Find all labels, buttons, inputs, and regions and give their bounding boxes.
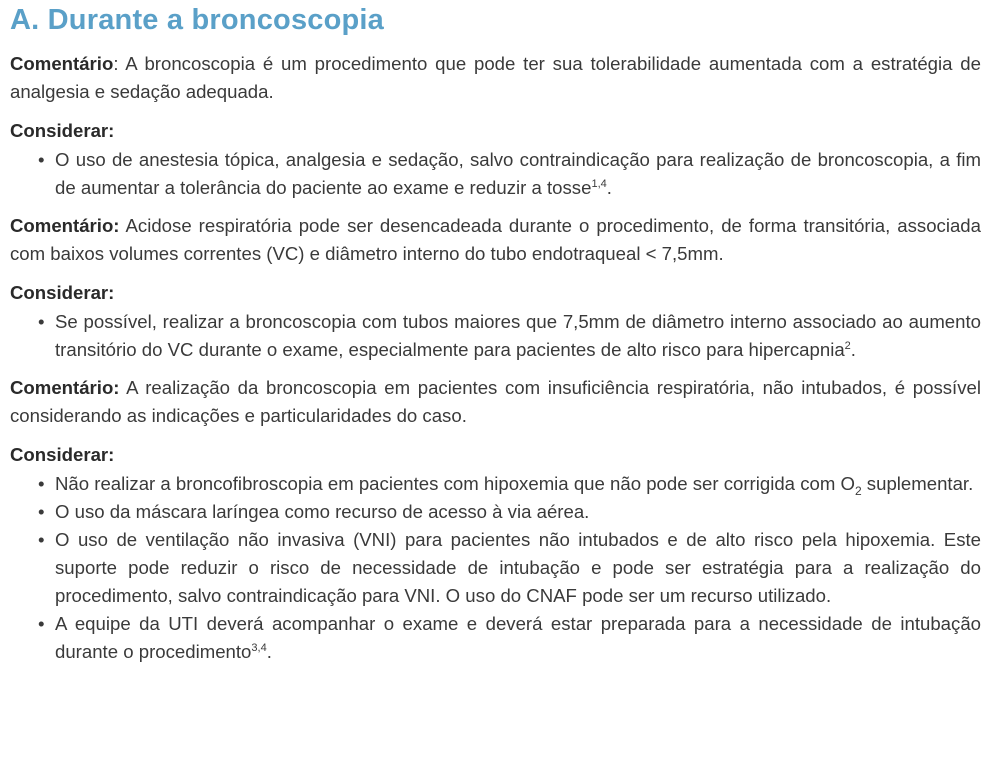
list-item: [10, 146, 981, 202]
comment-text: Acidose respiratória pode ser desencadeada durante o procedimento, de forma transitória, associada com baixos volumes correntes (VC) e diâmetro interno do tubo endotraqueal < 7,5mm.: [10, 215, 981, 264]
list-item: [10, 470, 981, 498]
comment-paragraph-1: [10, 50, 981, 106]
reference-superscript: 2: [844, 340, 851, 352]
list-item: [10, 610, 981, 666]
consider-heading-3: Considerar:: [10, 444, 115, 465]
bullet-text-end: suplementar.: [861, 473, 974, 494]
comment-label: Comentário: [10, 53, 114, 74]
bullet-text: Se possível, realizar a broncoscopia com tubos maiores que 7,5mm de diâmetro interno associado ao aumento transitório do VC durante o exame, especialmente para pacientes de alto risco para hipercapnia: [55, 311, 981, 360]
bullet-end: .: [606, 177, 612, 198]
consider-heading-1: Considerar:: [10, 120, 115, 141]
comment-text: A broncoscopia é um procedimento que pode ter sua tolerabilidade aumentada com a estratégia de analgesia e sedação adequada.: [10, 53, 981, 102]
reference-superscript: 3,4: [251, 642, 267, 654]
comment-paragraph-2: [10, 212, 981, 268]
bullet-list-1: [10, 146, 981, 202]
bullet-end: .: [266, 641, 272, 662]
bullet-text: O uso de anestesia tópica, analgesia e sedação, salvo contraindicação para realização de broncoscopia, a fim de aumentar a tolerância do paciente ao exame e reduzir a tosse: [55, 149, 981, 198]
comment-paragraph-3: [10, 374, 981, 430]
comment-text: A realização da broncoscopia em pacientes com insuficiência respiratória, não intubados, é possível considerando as indicações e particularidades do caso.: [10, 377, 981, 426]
bullet-text: O uso de ventilação não invasiva (VNI) para pacientes não intubados e de alto risco pela hipoxemia. Este suporte pode reduzir o risco de necessidade de intubação e pode ser estratégia para a realização do procedimento, salvo contraindicação para VNI. O uso do CNAF pode ser um recurso utilizado.: [55, 529, 981, 606]
consider-heading-2: Considerar:: [10, 282, 115, 303]
section-title: A. Durante a broncoscopia: [10, 4, 385, 36]
comment-label: Comentário:: [10, 215, 120, 236]
bullet-text: O uso da máscara laríngea como recurso de acesso à via aérea.: [55, 501, 590, 522]
list-item: [10, 526, 981, 610]
bullet-list-2: [10, 308, 981, 364]
bullet-text: Não realizar a broncofibroscopia em pacientes com hipoxemia que não pode ser corrigida com O: [55, 473, 855, 494]
bullet-end: .: [850, 339, 856, 360]
list-item: [10, 498, 981, 526]
comment-label: Comentário:: [10, 377, 120, 398]
comment-separator: :: [113, 53, 119, 74]
bullet-text: A equipe da UTI deverá acompanhar o exame e deverá estar preparada para a necessidade de intubação durante o procedimento: [55, 613, 981, 662]
subscript: 2: [854, 484, 862, 498]
list-item: [10, 308, 981, 364]
reference-superscript: 1,4: [591, 178, 607, 190]
bullet-list-3: [10, 470, 981, 666]
